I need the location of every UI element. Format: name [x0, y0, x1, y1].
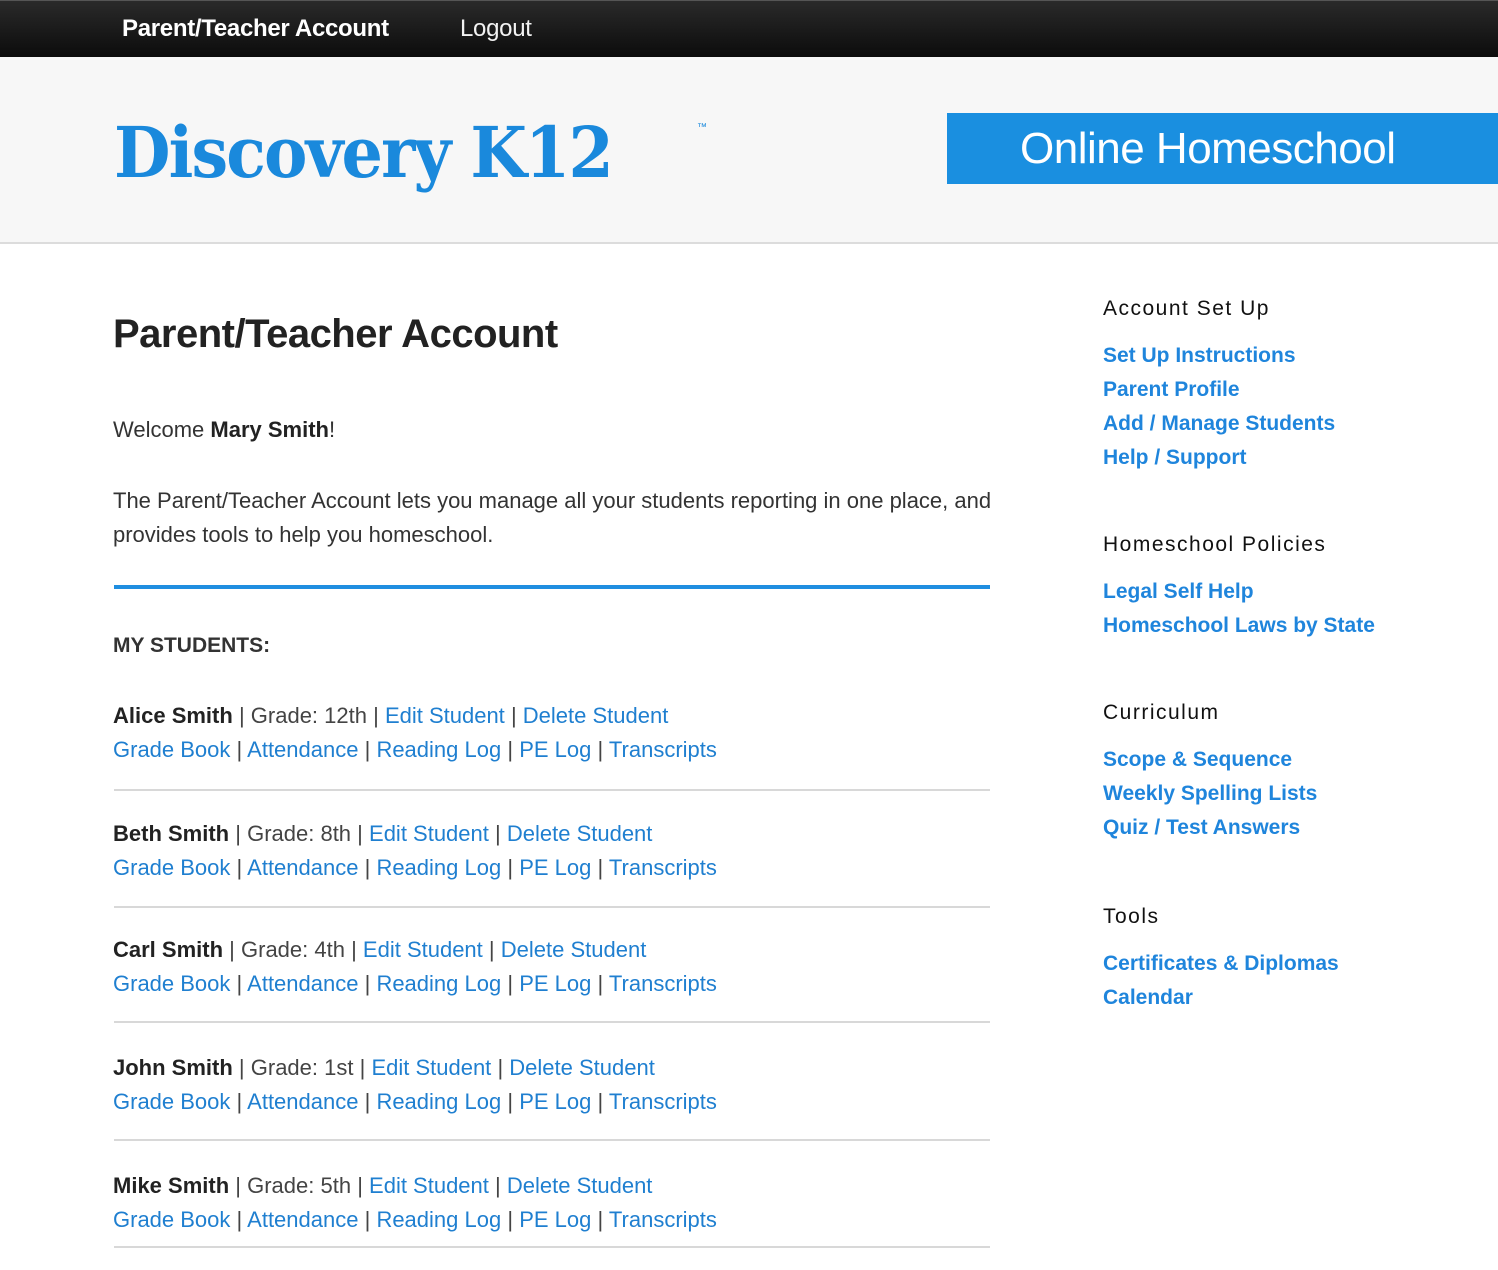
student-tools-line — [113, 851, 991, 885]
edit-student-link[interactable]: Edit Student — [384, 703, 505, 728]
attendance-link[interactable]: Attendance — [247, 855, 359, 880]
discovery-k12-logo[interactable]: Discovery K12 — [114, 111, 612, 194]
student-divider — [114, 1139, 990, 1141]
student-name: John Smith — [113, 1055, 233, 1080]
sidebar-section — [1103, 531, 1375, 643]
student-divider — [114, 1246, 990, 1248]
student-grade: Grade: 4th — [241, 937, 345, 962]
separator: | — [236, 971, 243, 996]
transcripts-link[interactable]: Transcripts — [608, 971, 717, 996]
student-divider — [114, 1021, 990, 1023]
sidebar-link[interactable]: Quiz / Test Answers — [1103, 816, 1301, 839]
sidebar-link[interactable]: Weekly Spelling Lists — [1103, 782, 1318, 805]
grade-book-link[interactable]: Grade Book — [113, 1207, 231, 1232]
separator: | — [229, 937, 235, 962]
sidebar-link[interactable]: Legal Self Help — [1103, 580, 1254, 603]
student-grade: Grade: 5th — [247, 1173, 352, 1198]
separator: | — [236, 1089, 243, 1114]
student-name: Mike Smith — [113, 1173, 230, 1198]
student-entry — [113, 933, 991, 1001]
sidebar-section-heading: Account Set Up — [1103, 297, 1270, 320]
pe-log-link[interactable]: PE Log — [519, 737, 592, 762]
transcripts-link[interactable]: Transcripts — [608, 855, 717, 880]
pe-log-link[interactable]: PE Log — [519, 855, 592, 880]
reading-log-link[interactable]: Reading Log — [376, 971, 502, 996]
transcripts-link[interactable]: Transcripts — [608, 1207, 717, 1232]
student-grade: Grade: 8th — [247, 821, 352, 846]
sidebar-link[interactable]: Add / Manage Students — [1103, 412, 1336, 435]
separator: | — [238, 1055, 245, 1080]
student-tools-line — [113, 1203, 991, 1237]
separator: | — [364, 1089, 371, 1114]
welcome-message — [113, 416, 335, 444]
parent-name: Mary Smith — [210, 417, 329, 442]
edit-student-link[interactable]: Edit Student — [362, 937, 483, 962]
transcripts-link[interactable]: Transcripts — [608, 1089, 717, 1114]
sidebar-link[interactable]: Calendar — [1103, 986, 1193, 1009]
sidebar-link[interactable]: Set Up Instructions — [1103, 344, 1296, 367]
separator: | — [357, 821, 363, 846]
separator: | — [236, 737, 243, 762]
sidebar-link[interactable]: Scope & Sequence — [1103, 748, 1293, 771]
attendance-link[interactable]: Attendance — [247, 737, 359, 762]
edit-student-link[interactable]: Edit Student — [371, 1055, 492, 1080]
separator: | — [357, 1173, 363, 1198]
separator: | — [597, 971, 604, 996]
separator: | — [364, 855, 371, 880]
student-info-line — [113, 933, 991, 967]
sidebar-section — [1103, 903, 1339, 1015]
attendance-link[interactable]: Attendance — [247, 1089, 359, 1114]
nav-logout-link[interactable]: Logout — [460, 15, 532, 42]
student-tools-line — [113, 967, 991, 1001]
separator: | — [507, 1089, 514, 1114]
top-nav-bar — [0, 0, 1498, 57]
separator: | — [373, 703, 379, 728]
student-tools-line — [113, 733, 991, 767]
separator: | — [236, 1207, 243, 1232]
separator: | — [507, 737, 514, 762]
separator: | — [497, 1055, 504, 1080]
edit-student-link[interactable]: Edit Student — [369, 821, 489, 846]
separator: | — [507, 855, 514, 880]
separator: | — [235, 1173, 241, 1198]
student-grade: Grade: 1st — [250, 1055, 354, 1080]
separator: | — [351, 937, 357, 962]
student-entry — [113, 1169, 991, 1237]
separator: | — [235, 821, 241, 846]
pe-log-link[interactable]: PE Log — [519, 1089, 592, 1114]
welcome-suffix: ! — [329, 417, 336, 442]
trademark-mark: ™ — [697, 122, 707, 133]
separator: | — [364, 737, 371, 762]
online-homeschool-banner — [947, 113, 1498, 184]
student-name: Alice Smith — [113, 703, 233, 728]
delete-student-link[interactable]: Delete Student — [522, 703, 669, 728]
grade-book-link[interactable]: Grade Book — [113, 737, 231, 762]
banner-text: Online Homeschool — [1020, 124, 1396, 173]
sidebar-link[interactable]: Homeschool Laws by State — [1103, 614, 1375, 637]
grade-book-link[interactable]: Grade Book — [113, 1089, 231, 1114]
separator: | — [597, 1207, 604, 1232]
sidebar-section — [1103, 295, 1335, 475]
student-divider — [114, 789, 990, 791]
edit-student-link[interactable]: Edit Student — [369, 1173, 489, 1198]
student-info-line — [113, 817, 991, 851]
reading-log-link[interactable]: Reading Log — [376, 855, 502, 880]
delete-student-link[interactable]: Delete Student — [500, 937, 647, 962]
separator: | — [488, 937, 495, 962]
separator: | — [495, 821, 501, 846]
transcripts-link[interactable]: Transcripts — [608, 737, 717, 762]
student-name: Beth Smith — [113, 821, 230, 846]
separator: | — [597, 1089, 604, 1114]
separator: | — [364, 1207, 371, 1232]
student-tools-line — [113, 1085, 991, 1119]
grade-book-link[interactable]: Grade Book — [113, 971, 231, 996]
student-grade: Grade: 12th — [250, 703, 367, 728]
delete-student-link[interactable]: Delete Student — [506, 1173, 653, 1198]
sidebar-section-heading: Homeschool Policies — [1103, 533, 1327, 556]
attendance-link[interactable]: Attendance — [247, 1207, 359, 1232]
student-name: Carl Smith — [113, 937, 224, 962]
separator: | — [364, 971, 371, 996]
student-info-line — [113, 1051, 991, 1085]
separator: | — [510, 703, 517, 728]
separator: | — [238, 703, 245, 728]
student-entry — [113, 699, 991, 767]
sidebar-link[interactable]: Parent Profile — [1103, 378, 1240, 401]
delete-student-link[interactable]: Delete Student — [509, 1055, 655, 1080]
site-header — [0, 57, 1498, 244]
pe-log-link[interactable]: PE Log — [519, 1207, 592, 1232]
separator: | — [597, 855, 604, 880]
student-entry — [113, 817, 991, 885]
reading-log-link[interactable]: Reading Log — [376, 737, 502, 762]
nav-parent-teacher-account-link[interactable]: Parent/Teacher Account — [122, 15, 389, 42]
student-info-line — [113, 1169, 991, 1203]
reading-log-link[interactable]: Reading Log — [376, 1207, 502, 1232]
pe-log-link[interactable]: PE Log — [519, 971, 592, 996]
student-info-line — [113, 699, 991, 733]
sidebar-section-heading: Tools — [1103, 905, 1160, 928]
welcome-prefix: Welcome — [113, 417, 211, 442]
attendance-link[interactable]: Attendance — [247, 971, 359, 996]
separator: | — [507, 1207, 514, 1232]
delete-student-link[interactable]: Delete Student — [506, 821, 653, 846]
separator: | — [495, 1173, 501, 1198]
sidebar-section-heading: Curriculum — [1103, 701, 1220, 724]
student-entry — [113, 1051, 991, 1119]
intro-paragraph: The Parent/Teacher Account lets you manage all your students reporting in one place, and provides tools to help you homeschool. — [113, 488, 992, 547]
grade-book-link[interactable]: Grade Book — [113, 855, 231, 880]
reading-log-link[interactable]: Reading Log — [376, 1089, 502, 1114]
student-divider — [114, 906, 990, 908]
sidebar-section — [1103, 699, 1317, 845]
sidebar-link[interactable]: Help / Support — [1103, 446, 1247, 469]
sidebar-link[interactable]: Certificates & Diplomas — [1103, 952, 1339, 975]
separator: | — [597, 737, 604, 762]
separator: | — [359, 1055, 366, 1080]
my-students-heading: MY STUDENTS: — [113, 634, 271, 657]
separator: | — [236, 855, 243, 880]
separator: | — [507, 971, 514, 996]
page-title: Parent/Teacher Account — [113, 312, 558, 356]
section-divider — [114, 585, 990, 589]
